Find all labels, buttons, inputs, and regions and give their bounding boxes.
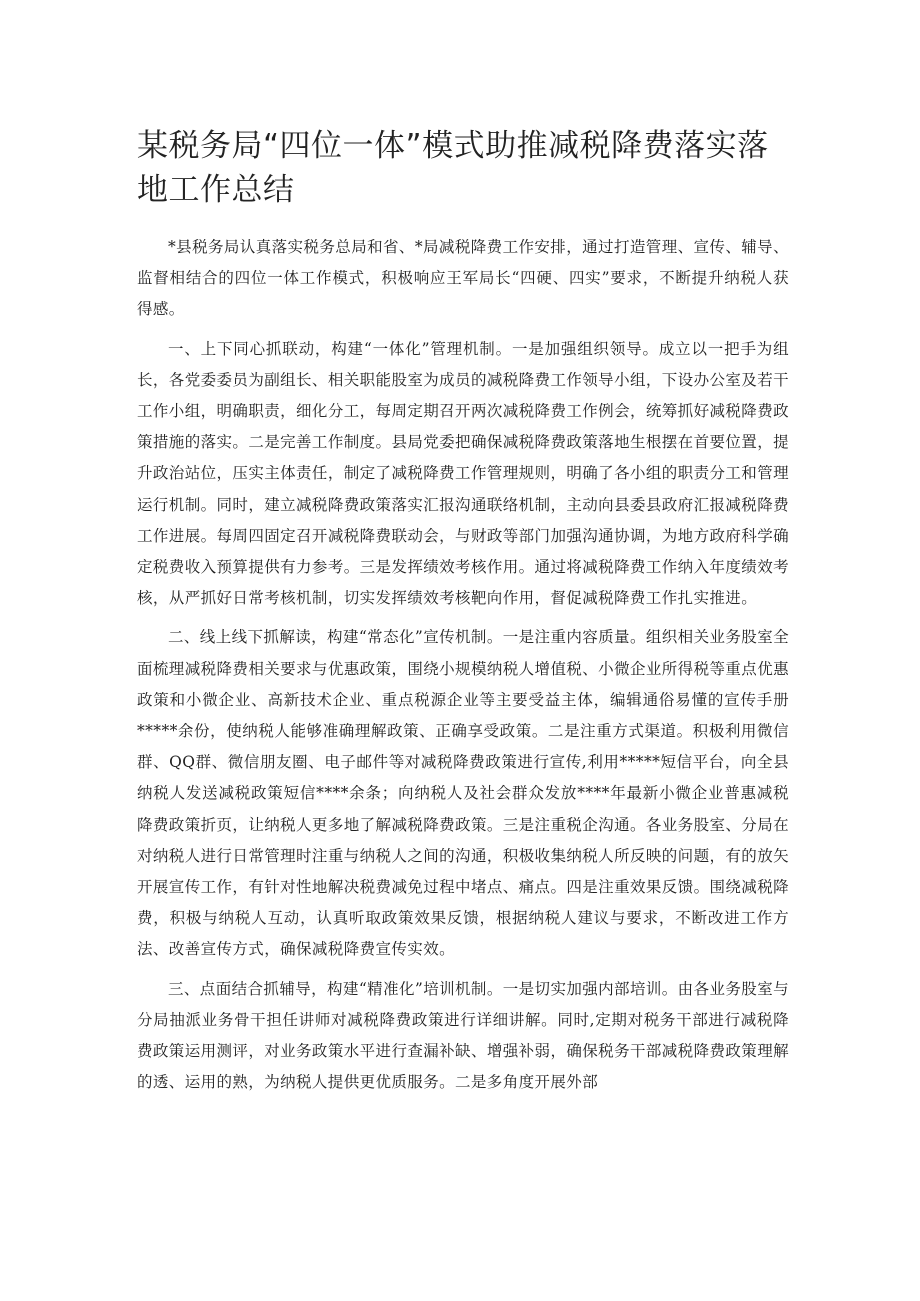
paragraph-section-1: 一、上下同心抓联动，构建“一体化”管理机制。一是加强组织领导。成立以一把手为组长，各党委委员为副组长、相关职能股室为成员的减税降费工作领导小组，下设办公室及若干工作小组，明确职责，细化分工，每周定期召开两次减税降费工作例会，统筹抓好减税降费政策措施的落实。二是完善工作制度。县局党委把确保减税降费政策落地生根摆在首要位置，提升政治站位，压实主体责任，制定了减税降费工作管理规则，明确了各小组的职责分工和管理运行机制。同时，建立减税降费政策落实汇报沟通联络机制，主动向县委县政府汇报减税降费工作进展。每周四固定召开减税降费联动会，与财政等部门加强沟通协调，为地方政府科学确定税费收入预算提供有力参考。三是发挥绩效考核作用。通过将减税降费工作纳入年度绩效考核，从严抓好日常考核机制，切实发挥绩效考核靶向作用，督促减税降费工作扎实推进。 (137, 339, 789, 608)
paragraph-section-2: 二、线上线下抓解读，构建“常态化”宣传机制。一是注重内容质量。组织相关业务股室全面梳理减税降费相关要求与优惠政策，围绕小规模纳税人增值税、小微企业所得税等重点优惠政策和小微企业、高新技术企业、重点税源企业等主要受益主体，编辑通俗易懂的宣传手册*****余份，使纳税人能够准确理解政策、正确享受政策。二是注重方式渠道。积极利用微信群、QQ群、微信朋友圈、电子邮件等对减税降费政策进行宣传,利用*****短信平台，向全县纳税人发送减税政策短信****余条；向纳税人及社会群众发放****年最新小微企业普惠减税降费政策折页，让纳税人更多地了解减税降费政策。三是注重税企沟通。各业务股室、分局在对纳税人进行日常管理时注重与纳税人之间的沟通，积极收集纳税人所反映的问题，有的放矢开展宣传工作，有针对性地解决税费减免过程中堵点、痛点。四是注重效果反馈。围绕减税降费，积极与纳税人互动，认真听取政策效果反馈，根据纳税人建议与要求，不断改进工作方法、改善宣传方式，确保减税降费宣传实效。 (137, 628, 789, 959)
document-title: 某税务局“四位一体”模式助推减税降费落实落地工作总结 (137, 128, 769, 208)
paragraph-section-3: 三、点面结合抓辅导，构建“精准化”培训机制。一是切实加强内部培训。由各业务股室与分局抽派业务骨干担任讲师对减税降费政策进行详细讲解。同时,定期对税务干部进行减税降费政策运用测评，对业务政策水平进行查漏补缺、增强补弱，确保税务干部减税降费政策理解的透、运用的熟，为纳税人提供更优质服务。二是多角度开展外部 (137, 979, 789, 1092)
document-body (137, 232, 789, 1106)
paragraph-intro: *县税务局认真落实税务总局和省、*局减税降费工作安排，通过打造管理、宣传、辅导、监督相结合的四位一体工作模式，积极响应王军局长“四硬、四实”要求，不断提升纳税人获得感。 (137, 238, 789, 319)
